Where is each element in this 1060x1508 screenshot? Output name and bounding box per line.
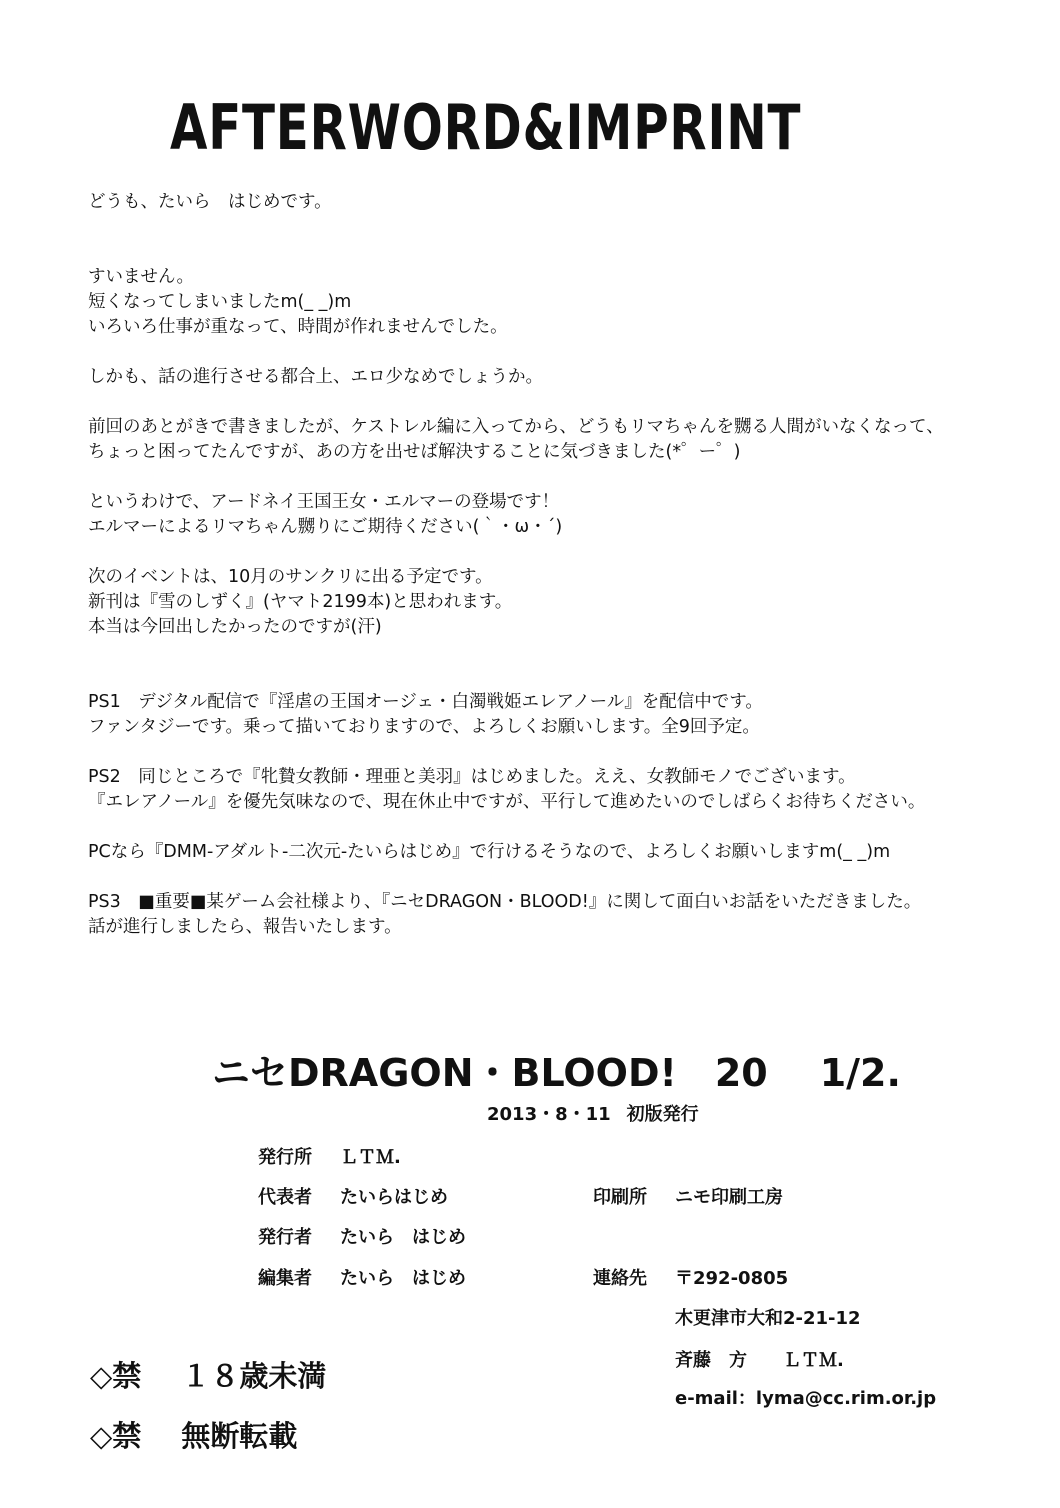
- email: e-mail：lyma@cc.rim.or.jp: [675, 1388, 937, 1409]
- page-title: AFTERWORD&IMPRINT: [170, 91, 802, 164]
- text-line: PS2 同じところで『牝贄女教師・理亜と美羽』はじめました。ええ、女教師モノでございます。: [88, 767, 856, 787]
- issuer-value: たいら はじめ: [340, 1227, 466, 1248]
- editor-row: [258, 1264, 466, 1290]
- contact-label: 連絡先: [593, 1268, 647, 1289]
- representative-value: たいらはじめ: [340, 1187, 448, 1208]
- text-line: 短くなってしまいましたm(_ _)m: [88, 292, 352, 312]
- text-line: PS3 ■重要■某ゲーム会社様より、『ニセDRAGON・BLOOD!』に関して面白いお話をいただきました。: [88, 892, 922, 912]
- printer-row: [593, 1183, 783, 1209]
- address: 木更津市大和2-21-12: [675, 1308, 861, 1329]
- contact-row: [593, 1264, 788, 1290]
- publisher-label: 発行所: [258, 1147, 312, 1168]
- prohibition-text: １８歳未満: [181, 1359, 327, 1393]
- text-line: どうも、たいら はじめです。: [88, 192, 332, 212]
- text-line: しかも、話の進行させる都合上、エロ少なめでしょうか。: [88, 367, 543, 387]
- prohibition-mark: ◇禁: [90, 1419, 142, 1453]
- edition-label: 初版発行: [626, 1104, 699, 1125]
- issuer-row: [258, 1223, 466, 1249]
- publisher-row: [258, 1143, 401, 1169]
- text-line: 前回のあとがきで書きましたが、ケストレル編に入ってから、どうもリマちゃんを嬲る人間がいなくなって、: [88, 417, 944, 437]
- afterword-body: [88, 190, 988, 940]
- publisher-value: ＬＴＭ.: [340, 1147, 401, 1168]
- text-line: 次のイベントは、10月のサンクリに出る予定です。: [88, 567, 493, 587]
- date-value: 2013・8・11: [487, 1104, 611, 1125]
- text-line: ちょっと困ってたんですが、あの方を出せば解決することに気づきました(*゜ー゜): [88, 442, 741, 462]
- postal-code: 〒292-0805: [675, 1268, 789, 1289]
- text-line: いろいろ仕事が重なって、時間が作れませんでした。: [88, 317, 508, 337]
- volume-number: 20: [714, 1051, 768, 1095]
- issuer-label: 発行者: [258, 1227, 312, 1248]
- book-title-text: ニセDRAGON・BLOOD!: [212, 1051, 677, 1095]
- prohibition-minors: [90, 1354, 326, 1395]
- representative-label: 代表者: [258, 1187, 312, 1208]
- publication-date: [487, 1100, 699, 1126]
- text-line: PCなら『DMM-アダルト-二次元-たいらはじめ』で行けるそうなので、よろしくお願いしますm(_ _)m: [88, 842, 891, 862]
- text-line: 『エレアノール』を優先気味なので、現在休止中ですが、平行して進めたいのでしばらくお待ちください。: [88, 792, 926, 812]
- text-line: ファンタジーです。乗って描いておりますので、よろしくお願いします。全9回予定。: [88, 717, 760, 737]
- prohibition-reprint: [90, 1414, 297, 1455]
- printer-label: 印刷所: [593, 1187, 647, 1208]
- volume-fraction: 1/2.: [819, 1051, 901, 1095]
- prohibition-mark: ◇禁: [90, 1359, 142, 1393]
- care-of: 斉藤 方 ＬＴＭ.: [675, 1350, 844, 1371]
- prohibition-text: 無断転載: [181, 1419, 298, 1453]
- text-line: 新刊は『雪のしずく』(ヤマト2199本)と思われます。: [88, 592, 513, 612]
- text-line: というわけで、アードネイ王国王女・エルマーの登場です！: [88, 492, 560, 512]
- book-title: [212, 1050, 901, 1096]
- text-line: すいません。: [88, 267, 195, 287]
- text-line: PS1 デジタル配信で『淫虐の王国オージェ・白濁戦姫エレアノール』を配信中です。: [88, 692, 763, 712]
- editor-label: 編集者: [258, 1268, 312, 1289]
- text-line: 本当は今回出したかったのですが(汗): [88, 617, 382, 637]
- editor-value: たいら はじめ: [340, 1268, 466, 1289]
- representative-row: [258, 1183, 448, 1209]
- printer-value: ニモ印刷工房: [675, 1187, 783, 1208]
- text-line: 話が進行しましたら、報告いたします。: [88, 917, 402, 937]
- text-line: エルマーによるリマちゃん嬲りにご期待ください(｀・ω・´): [88, 517, 563, 537]
